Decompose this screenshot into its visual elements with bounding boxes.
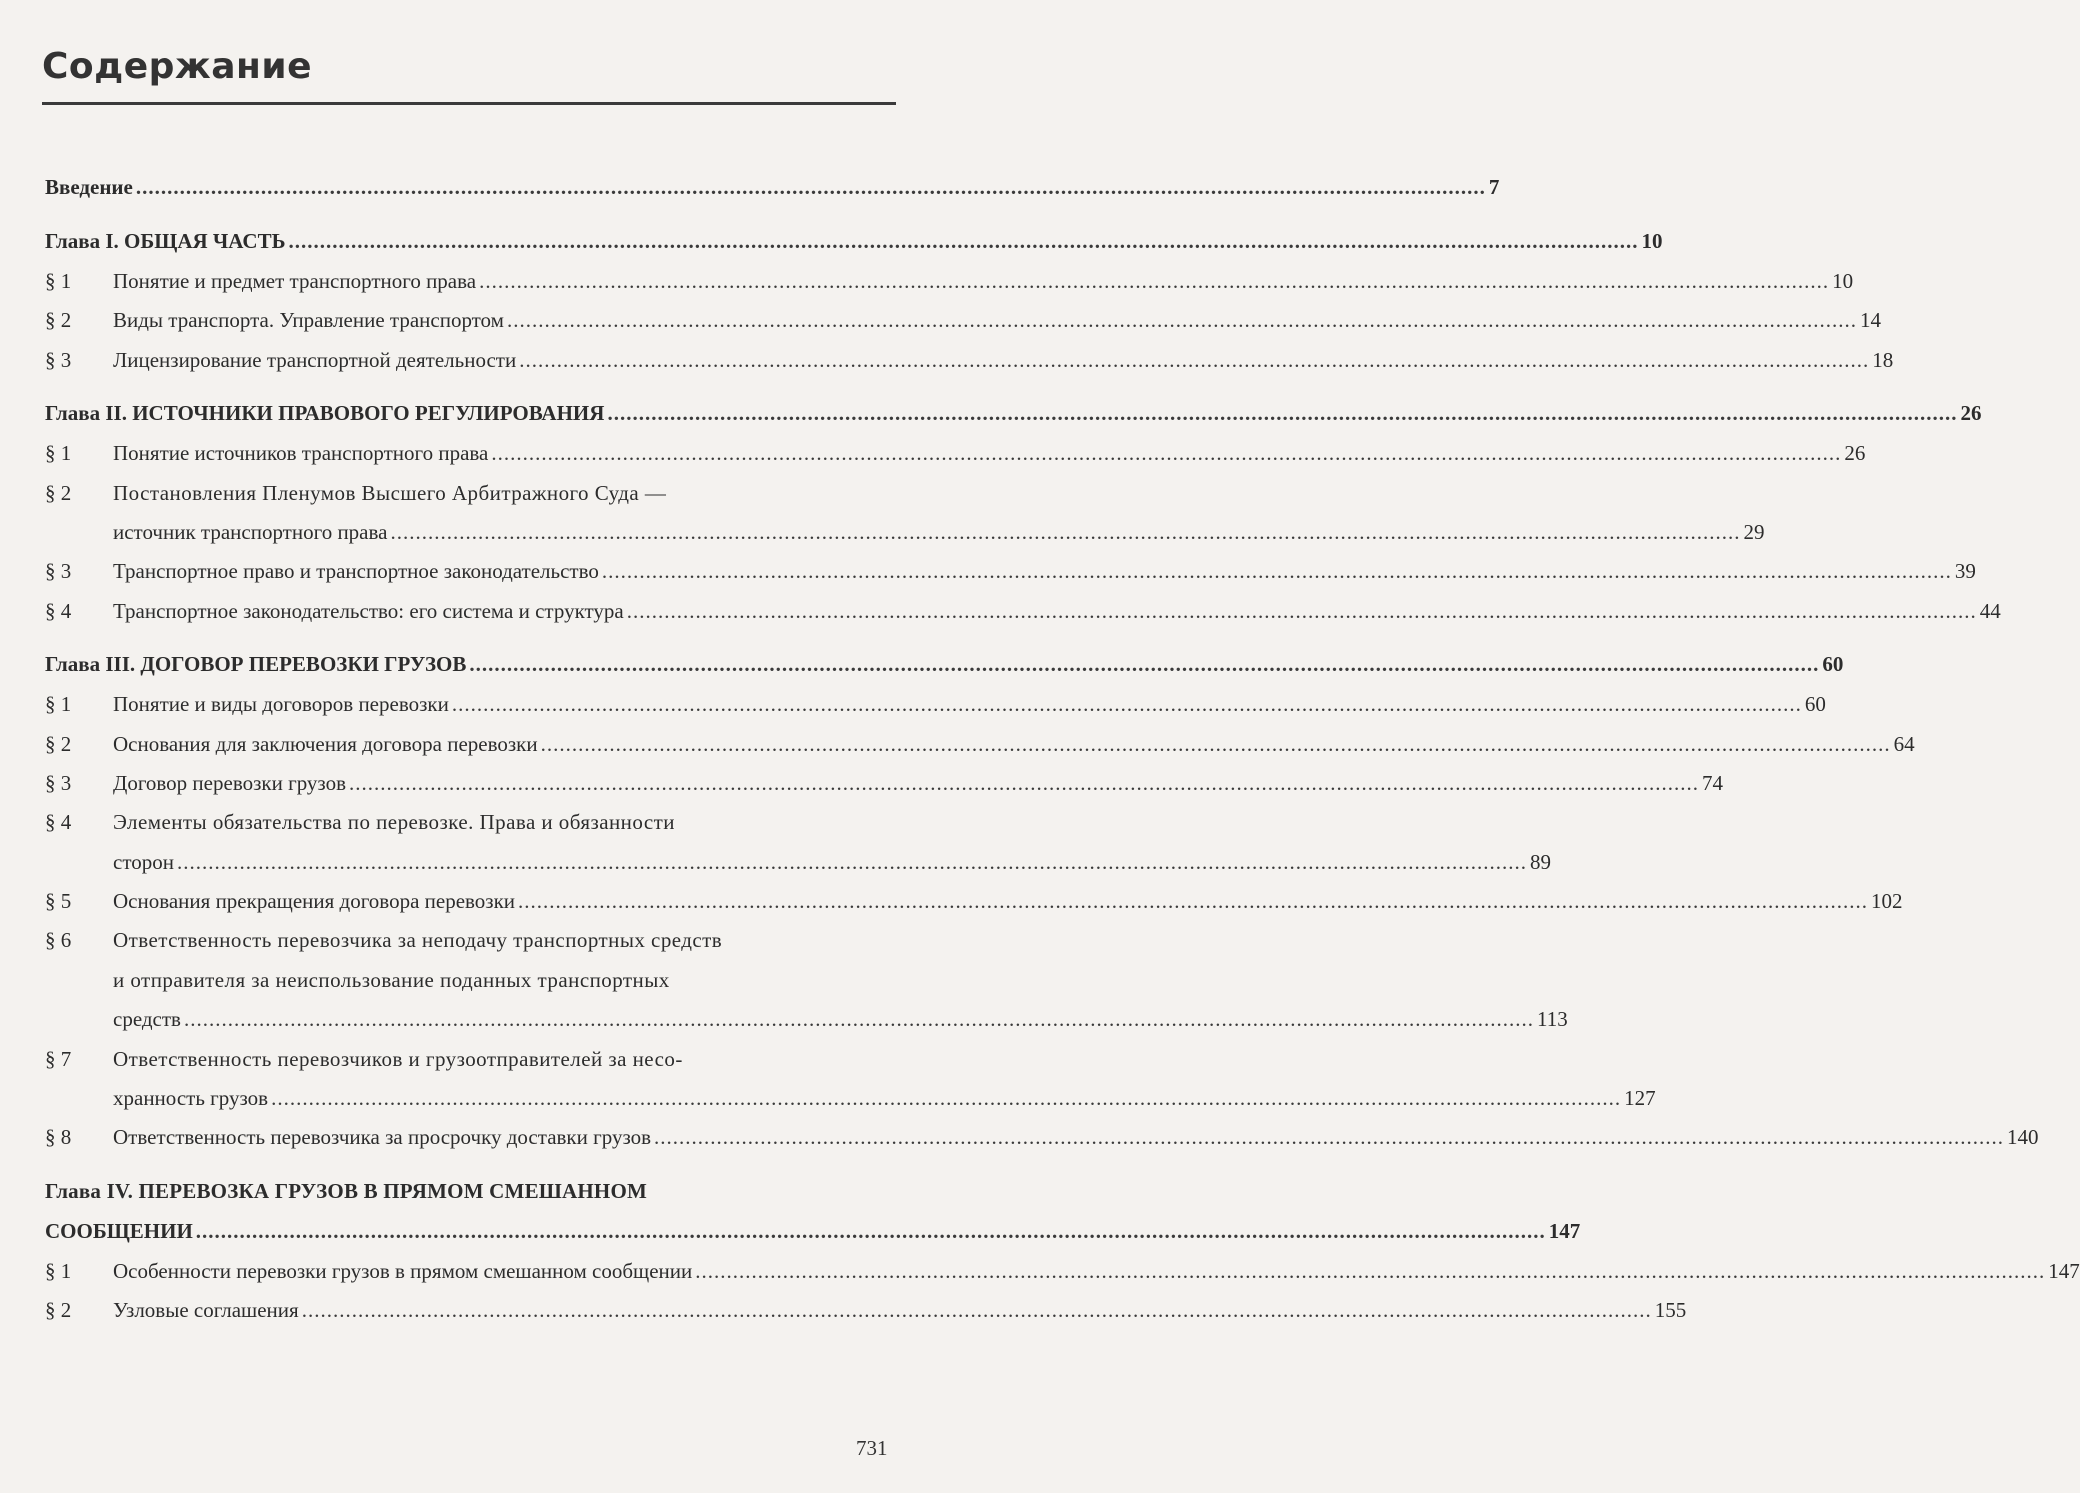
toc-section-row[interactable] (45, 1252, 2080, 1291)
toc-entry-title: Постановления Пленумов Высшего Арбитражного Суда — (113, 480, 667, 505)
toc-section-row[interactable] (45, 1079, 1656, 1118)
toc-section-number: § 3 (45, 347, 72, 372)
toc-dot-leader (184, 1000, 1534, 1039)
toc-dot-leader (349, 764, 1699, 803)
toc-page-number: 102 (1871, 889, 1903, 914)
toc-dot-leader (518, 882, 1868, 921)
toc-chapter-row[interactable] (45, 1172, 897, 1212)
toc-section-row[interactable] (45, 921, 897, 960)
toc-page-number: 155 (1654, 1298, 1687, 1323)
toc-section-number: § 1 (45, 1258, 72, 1283)
toc-section-row[interactable] (45, 843, 1551, 882)
toc-entry-title: Ответственность перевозчика за неподачу транспортных средств (113, 928, 723, 953)
toc-page-number: 140 (2007, 1125, 2039, 1150)
toc-section-number: § 1 (45, 692, 72, 717)
toc-page-number: 64 (1893, 731, 1915, 756)
toc-entry-title: Глава IV. ПЕРЕВОЗКА ГРУЗОВ В ПРЯМОМ СМЕШАННОМ (45, 1178, 648, 1203)
toc-entry-title: Ответственность перевозчика за просрочку доставки грузов (113, 1125, 652, 1150)
toc-entry-title: Глава III. ДОГОВОР ПЕРЕВОЗКИ ГРУЗОВ (45, 652, 467, 677)
toc-section-number: § 8 (45, 1125, 72, 1150)
toc-dot-leader (271, 1079, 1621, 1118)
toc-page-number: 7 (1488, 175, 1500, 199)
toc-entry-title: Лицензирование транспортной деятельности (113, 347, 517, 372)
toc-section-row[interactable] (45, 434, 1866, 473)
toc-page-number: 60 (1822, 652, 1844, 677)
toc-section-number: § 4 (45, 598, 72, 623)
toc-section-row[interactable] (45, 262, 1854, 301)
toc-section-number: § 2 (45, 480, 72, 505)
toc-page-number: 39 (1954, 559, 1976, 584)
toc-entry-title: Договор перевозки грузов (113, 770, 346, 795)
toc-dot-leader (302, 1291, 1652, 1330)
toc-section-row[interactable] (45, 474, 897, 513)
toc-entry-title: Элементы обязательства по перевозке. Права и обязанности (113, 810, 675, 835)
toc-dot-leader (390, 513, 1740, 552)
toc-entry-title: Понятие и предмет транспортного права (113, 269, 477, 293)
toc-page-number: 89 (1529, 849, 1551, 874)
table-of-contents (45, 168, 2080, 1331)
toc-section-number: § 7 (45, 1046, 72, 1071)
toc-dot-leader (507, 301, 1857, 340)
toc-page-number: 10 (1641, 229, 1663, 253)
toc-section-row[interactable] (45, 1040, 897, 1079)
toc-entry-title: Особенности перевозки грузов в прямом смешанном сообщении (113, 1258, 693, 1283)
toc-section-row[interactable] (45, 552, 1976, 591)
toc-chapter-row[interactable] (45, 1212, 1581, 1252)
toc-dot-leader (602, 552, 1952, 591)
toc-section-row[interactable] (45, 341, 1894, 380)
toc-section-row[interactable] (45, 764, 1723, 803)
toc-page-number: 113 (1536, 1007, 1568, 1032)
toc-entry-title: Узловые соглашения (113, 1298, 299, 1323)
toc-entry-title: Основания прекращения договора перевозки (113, 889, 516, 914)
toc-entry-title: Транспортное законодательство: его система и структура (113, 598, 624, 623)
toc-page-number: 147 (2048, 1258, 2080, 1283)
toc-dot-leader (289, 222, 1639, 261)
toc-dot-leader (177, 843, 1527, 882)
toc-chapter-row[interactable] (45, 394, 1982, 434)
toc-entry-title: Транспортное право и транспортное законодательство (113, 559, 599, 584)
toc-section-number: § 2 (45, 731, 72, 756)
toc-chapter-row[interactable] (45, 168, 1500, 208)
toc-page-number: 74 (1702, 770, 1723, 795)
page-title: Содержание (42, 46, 313, 87)
toc-section-number: § 2 (45, 308, 72, 333)
toc-page-number: 60 (1804, 692, 1826, 717)
toc-entry-title: средств (113, 1007, 181, 1032)
toc-page-number: 26 (1960, 401, 1982, 426)
toc-section-row[interactable] (45, 1000, 1568, 1039)
toc-page-number: 10 (1832, 269, 1854, 293)
toc-page-number: 18 (1872, 347, 1894, 372)
toc-chapter-row[interactable] (45, 645, 1844, 685)
toc-section-number: § 1 (45, 269, 72, 293)
toc-section-row[interactable] (45, 882, 1903, 921)
toc-entry-title: и отправителя за неиспользование поданных транспортных (113, 967, 670, 992)
toc-entry-title: Ответственность перевозчиков и грузоотправителей за несо- (113, 1046, 683, 1071)
toc-section-row[interactable] (45, 1291, 1687, 1330)
toc-dot-leader (519, 341, 1869, 380)
toc-dot-leader (607, 394, 1957, 433)
toc-chapter-row[interactable] (45, 222, 1663, 262)
toc-section-number: § 3 (45, 559, 72, 584)
toc-dot-leader (479, 262, 1829, 301)
toc-entry-title: хранность грузов (113, 1086, 269, 1111)
toc-section-row[interactable] (45, 301, 1881, 340)
toc-entry-title: Глава I. ОБЩАЯ ЧАСТЬ (45, 229, 286, 253)
toc-section-number: § 2 (45, 1298, 72, 1323)
toc-section-number: § 3 (45, 770, 72, 795)
toc-section-row[interactable] (45, 592, 2001, 631)
toc-dot-leader (136, 168, 1486, 207)
toc-entry-title: Введение (45, 175, 133, 199)
toc-entry-title: источник транспортного права (113, 519, 388, 544)
toc-page-number: 147 (1548, 1218, 1581, 1243)
toc-section-row[interactable] (45, 1118, 2039, 1157)
toc-section-number: § 5 (45, 889, 72, 914)
toc-entry-title: Понятие источников транспортного права (113, 441, 489, 466)
toc-dot-leader (654, 1118, 2004, 1157)
toc-page-number: 29 (1743, 519, 1765, 544)
toc-entry-title: СООБЩЕНИИ (45, 1218, 193, 1243)
toc-entry-title: Виды транспорта. Управление транспортом (113, 308, 504, 333)
toc-entry-title: Основания для заключения договора перевозки (113, 731, 538, 756)
toc-entry-title: Глава II. ИСТОЧНИКИ ПРАВОВОГО РЕГУЛИРОВАНИЯ (45, 401, 605, 426)
toc-dot-leader (452, 685, 1802, 724)
page-number: 731 (856, 1436, 888, 1460)
toc-section-row[interactable] (45, 685, 1826, 724)
toc-section-number: § 1 (45, 441, 72, 466)
toc-entry-title: Понятие и виды договоров перевозки (113, 692, 449, 717)
toc-dot-leader (196, 1212, 1546, 1251)
toc-section-row[interactable] (45, 961, 897, 1000)
toc-section-row[interactable] (45, 725, 1915, 764)
toc-dot-leader (491, 434, 1841, 473)
title-rule (42, 102, 896, 105)
toc-dot-leader (469, 645, 1819, 684)
toc-page-number: 127 (1624, 1086, 1656, 1111)
toc-dot-leader (541, 725, 1891, 764)
toc-section-row[interactable] (45, 803, 897, 842)
toc-entry-title: сторон (113, 849, 174, 874)
toc-section-row[interactable] (45, 513, 1765, 552)
toc-page-number: 26 (1844, 441, 1866, 466)
toc-section-number: § 6 (45, 928, 72, 953)
toc-dot-leader (627, 592, 1977, 631)
toc-dot-leader (695, 1252, 2045, 1291)
toc-page-number: 44 (1979, 598, 2001, 623)
toc-page-number: 14 (1859, 308, 1881, 333)
toc-section-number: § 4 (45, 810, 72, 835)
